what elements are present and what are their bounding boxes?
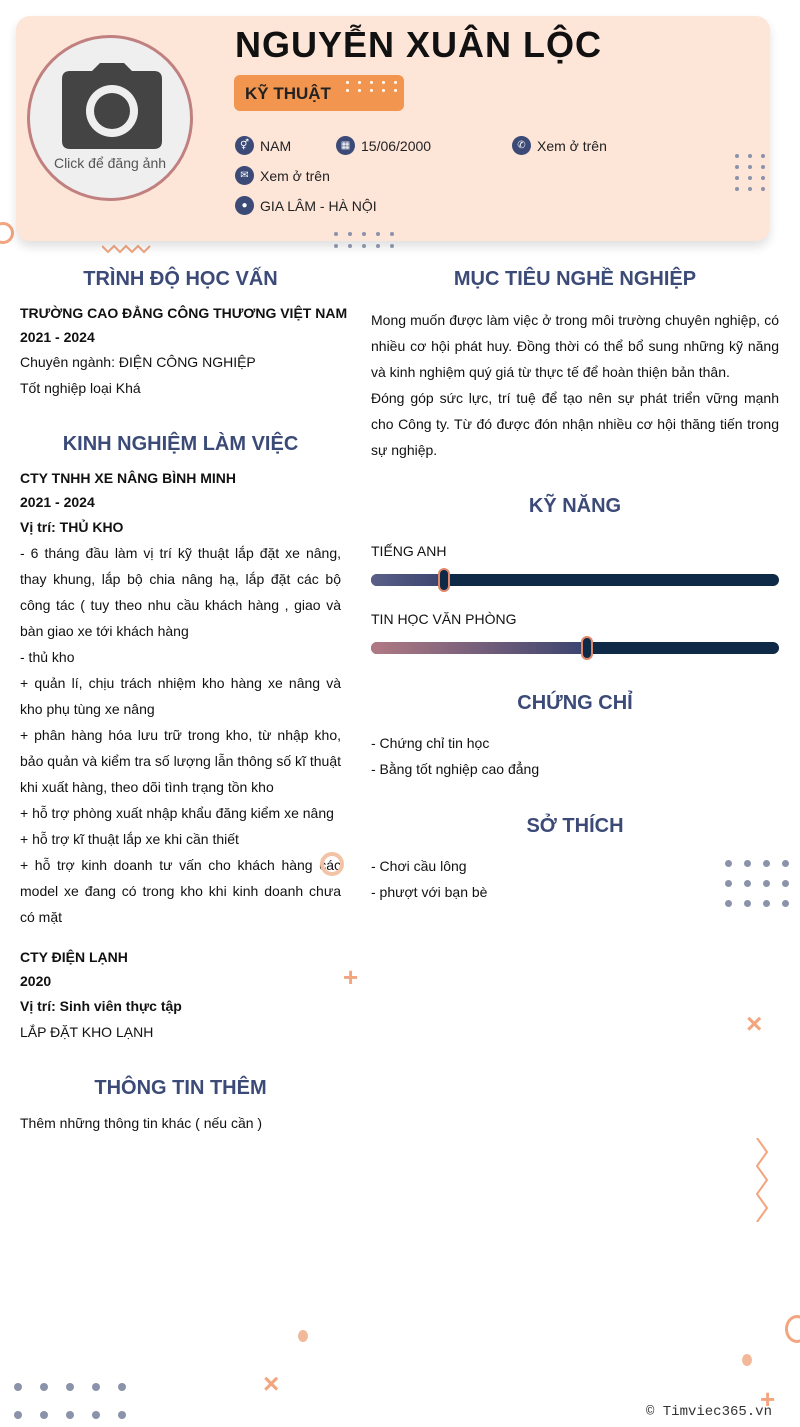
certificate-item: - Chứng chỉ tin học bbox=[371, 735, 490, 751]
objective-p1: Mong muốn được làm việc ở trong môi trường chuyên nghiệp, có nhiều cơ hội phát huy. Đồng thời có thể bổ sung những kỹ năng và kinh nghiệm quý giá từ thực tế để hoàn thiện bản thân. bbox=[371, 312, 779, 380]
footer-credit: © Timviec365.vn bbox=[645, 1404, 772, 1420]
deco-ring-left bbox=[0, 222, 14, 244]
education-school: TRƯỜNG CAO ĐẲNG CÔNG THƯƠNG VIỆT NAM bbox=[20, 305, 348, 321]
job-2-line: LẮP ĐẶT KHO LẠNH bbox=[20, 1024, 154, 1040]
objective-title: MỤC TIÊU NGHỀ NGHIỆP bbox=[453, 268, 697, 290]
birthday-value: 15/06/2000 bbox=[361, 137, 432, 154]
email-value: Xem ở trên bbox=[260, 167, 330, 184]
experience-title: KINH NGHIỆM LÀM VIỆC bbox=[62, 433, 299, 455]
deco-dot-1 bbox=[298, 1330, 308, 1342]
location-icon: ● bbox=[235, 196, 254, 215]
deco-ring-bottom bbox=[785, 1315, 800, 1343]
role-dots bbox=[346, 81, 399, 92]
header-dots-right bbox=[735, 154, 765, 191]
header-dots-bottom bbox=[334, 232, 394, 248]
skills-title: KỸ NĂNG bbox=[528, 495, 622, 517]
skill-2-label: TIN HỌC VĂN PHÒNG bbox=[371, 611, 517, 627]
skill-1-bar bbox=[371, 574, 779, 586]
avatar-label: Click để đăng ảnh bbox=[53, 155, 167, 171]
address-value: GIA LÂM - HÀ NỘI bbox=[260, 197, 377, 214]
job-1-line: + hỗ trợ phòng xuất nhập khẩu đăng kiểm xe nâng bbox=[20, 805, 334, 821]
job-1-line: - thủ kho bbox=[20, 649, 75, 665]
job-2-company: CTY ĐIỆN LẠNH bbox=[20, 949, 128, 965]
gender-value: NAM bbox=[260, 137, 292, 154]
full-name: NGUYỄN XUÂN LỘC bbox=[235, 24, 603, 65]
hobbies-title: SỞ THÍCH bbox=[526, 815, 624, 837]
job-1-line: + hỗ trợ kinh doanh tư vấn cho khách hàng các model xe đang có trong kho khi kinh doanh chưa có mặt bbox=[20, 857, 341, 925]
calendar-icon: ▦ bbox=[336, 136, 355, 155]
skill-2-handle[interactable] bbox=[581, 636, 593, 660]
address-info bbox=[235, 196, 377, 215]
skill-1-fill bbox=[371, 574, 444, 586]
camera-icon bbox=[62, 63, 162, 149]
mail-icon: ✉ bbox=[235, 166, 254, 185]
role-badge bbox=[234, 75, 404, 111]
phone-value: Xem ở trên bbox=[537, 137, 607, 154]
education-title: TRÌNH ĐỘ HỌC VẤN bbox=[83, 268, 278, 290]
job-1-line: + hỗ trợ kĩ thuật lắp xe khi cần thiết bbox=[20, 831, 239, 847]
deco-plus-bottom: + bbox=[760, 1384, 776, 1414]
gender-info bbox=[235, 136, 291, 155]
email-info bbox=[235, 166, 330, 185]
deco-x-bottom: × bbox=[263, 1368, 280, 1399]
deco-dots-bottom-left bbox=[14, 1383, 126, 1419]
deco-zigzag-right bbox=[755, 1138, 769, 1222]
hobby-item: - phượt với bạn bè bbox=[371, 884, 488, 900]
education-period: 2021 - 2024 bbox=[20, 329, 95, 345]
extra-text: Thêm những thông tin khác ( nếu cần ) bbox=[20, 1115, 263, 1131]
role-label: KỸ THUẬT bbox=[245, 84, 331, 103]
job-1-line: + quản lí, chịu trách nhiệm kho hàng xe nâng và kho phụ tùng xe nâng bbox=[20, 675, 341, 717]
gender-icon: ⚥ bbox=[235, 136, 254, 155]
deco-plus-mid: + bbox=[343, 962, 359, 992]
phone-icon: ✆ bbox=[512, 136, 531, 155]
deco-dot-2 bbox=[742, 1354, 752, 1366]
birthday-info bbox=[336, 136, 431, 155]
certificates-title: CHỨNG CHỈ bbox=[517, 692, 633, 714]
job-1-line: + phân hàng hóa lưu trữ trong kho, từ nhập kho, bảo quản và kiểm tra số lượng lẫn thông số kĩ thuật khi xuất hàng, theo dõi tình trạng tồn kho bbox=[20, 727, 341, 795]
deco-dots-mid-right bbox=[725, 860, 789, 907]
skill-2-bar bbox=[371, 642, 779, 654]
deco-zigzag bbox=[102, 244, 154, 254]
certificate-item: - Bằng tốt nghiệp cao đẳng bbox=[371, 761, 540, 777]
deco-ring-mid bbox=[320, 852, 344, 876]
skill-2-fill bbox=[371, 642, 587, 654]
skill-1-handle[interactable] bbox=[438, 568, 450, 592]
job-1-line: - 6 tháng đầu làm vị trí kỹ thuật lắp đặt xe nâng, thay khung, lắp bộ chia nâng hạ, lắp đặt các bộ công tác ( tuy theo nhu cầu khách hàng , giao và bàn giao xe tới khách hàng bbox=[20, 545, 341, 639]
phone-info bbox=[512, 136, 607, 155]
avatar-upload[interactable] bbox=[27, 35, 193, 201]
objective-text bbox=[371, 307, 779, 463]
job-1-description bbox=[20, 540, 341, 930]
job-1-company: CTY TNHH XE NÂNG BÌNH MINH bbox=[20, 470, 236, 486]
deco-x-right: × bbox=[746, 1008, 763, 1039]
skill-1-label: TIẾNG ANH bbox=[371, 543, 447, 559]
objective-p2: Đóng góp sức lực, trí tuệ để tạo nên sự phát triển vững mạnh cho Công ty. Từ đó được đón nhận nhiều cơ hội thăng tiến trong sự nghiệp. bbox=[371, 390, 779, 458]
education-grade: Tốt nghiệp loại Khá bbox=[20, 380, 141, 396]
job-2-position: Vị trí: Sinh viên thực tập bbox=[20, 998, 182, 1014]
education-major: Chuyên ngành: ĐIỆN CÔNG NGHIỆP bbox=[20, 354, 256, 370]
job-1-position: Vị trí: THỦ KHO bbox=[20, 519, 124, 535]
extra-title: THÔNG TIN THÊM bbox=[94, 1077, 267, 1099]
job-2-period: 2020 bbox=[20, 973, 52, 989]
job-1-period: 2021 - 2024 bbox=[20, 494, 95, 510]
hobby-item: - Chơi cầu lông bbox=[371, 858, 467, 874]
